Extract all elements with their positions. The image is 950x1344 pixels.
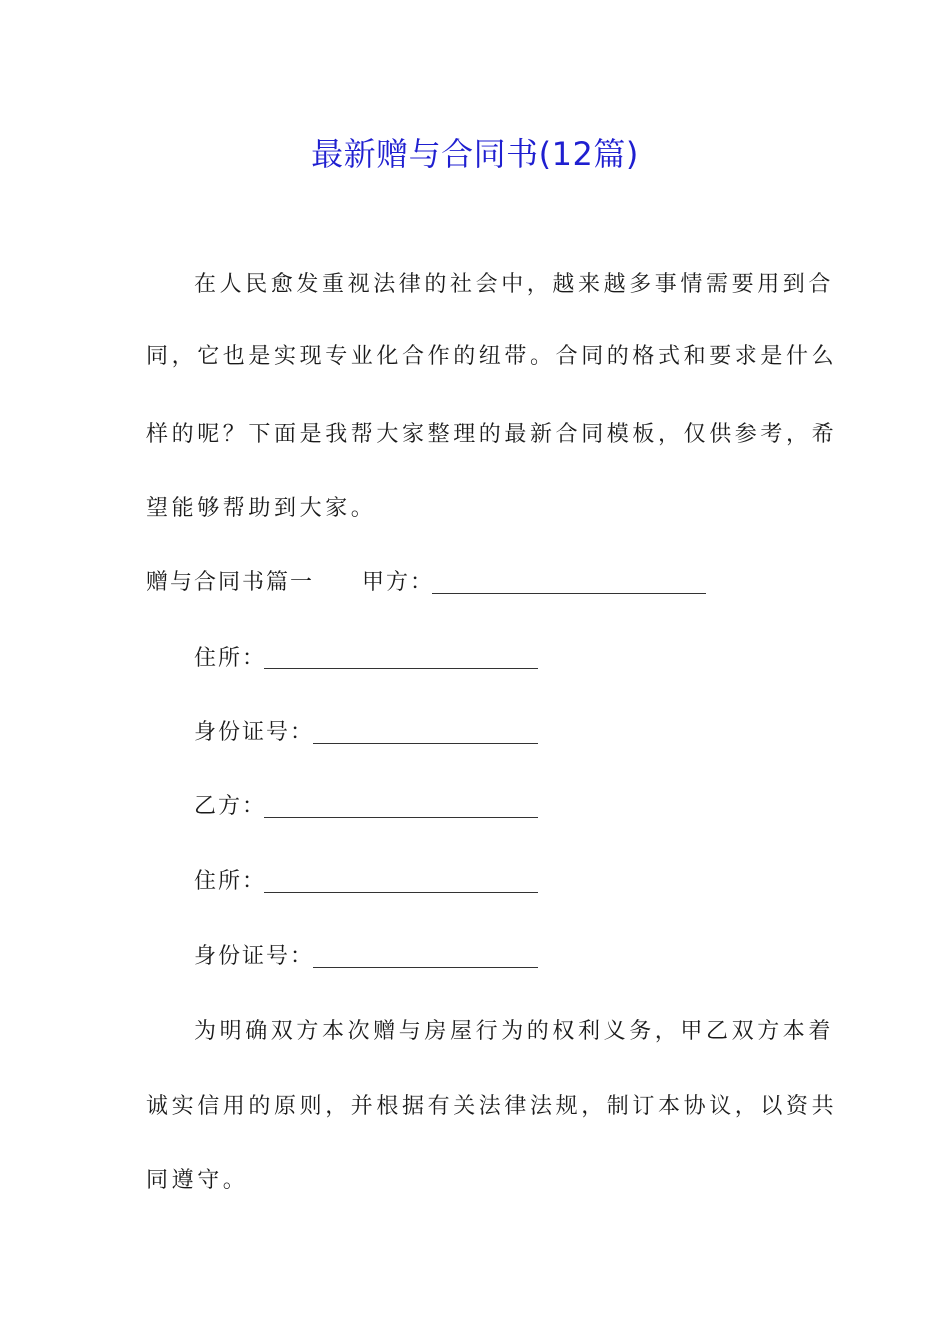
party-a-label: 甲方： bbox=[362, 570, 435, 595]
section-heading: 赠与合同书篇一 bbox=[146, 570, 315, 595]
party-b-address-blank[interactable] bbox=[264, 892, 538, 893]
purpose-line-3: 同遵守。 bbox=[146, 1168, 249, 1193]
party-b-id-blank[interactable] bbox=[313, 967, 538, 968]
party-b-blank[interactable] bbox=[264, 817, 538, 818]
intro-line-1: 在人民愈发重视法律的社会中，越来越多事情需要用到合 bbox=[194, 272, 835, 297]
party-a-id-label: 身份证号： bbox=[194, 720, 315, 745]
party-a-address-label: 住所： bbox=[194, 646, 267, 671]
purpose-line-1: 为明确双方本次赠与房屋行为的权利义务，甲乙双方本着 bbox=[194, 1019, 835, 1044]
intro-line-3: 样的呢？下面是我帮大家整理的最新合同模板，仅供参考，希 bbox=[146, 422, 838, 447]
party-b-label: 乙方： bbox=[194, 794, 267, 819]
party-b-address-label: 住所： bbox=[194, 869, 267, 894]
party-b-id-label: 身份证号： bbox=[194, 944, 315, 969]
party-a-blank[interactable] bbox=[432, 593, 706, 594]
intro-line-2: 同，它也是实现专业化合作的纽带。合同的格式和要求是什么 bbox=[146, 344, 838, 369]
purpose-line-2: 诚实信用的原则，并根据有关法律法规，制订本协议，以资共 bbox=[146, 1094, 838, 1119]
intro-line-4: 望能够帮助到大家。 bbox=[146, 496, 377, 521]
document-title: 最新赠与合同书(12篇) bbox=[311, 135, 639, 173]
party-a-id-blank[interactable] bbox=[313, 743, 538, 744]
party-a-address-blank[interactable] bbox=[264, 668, 538, 669]
